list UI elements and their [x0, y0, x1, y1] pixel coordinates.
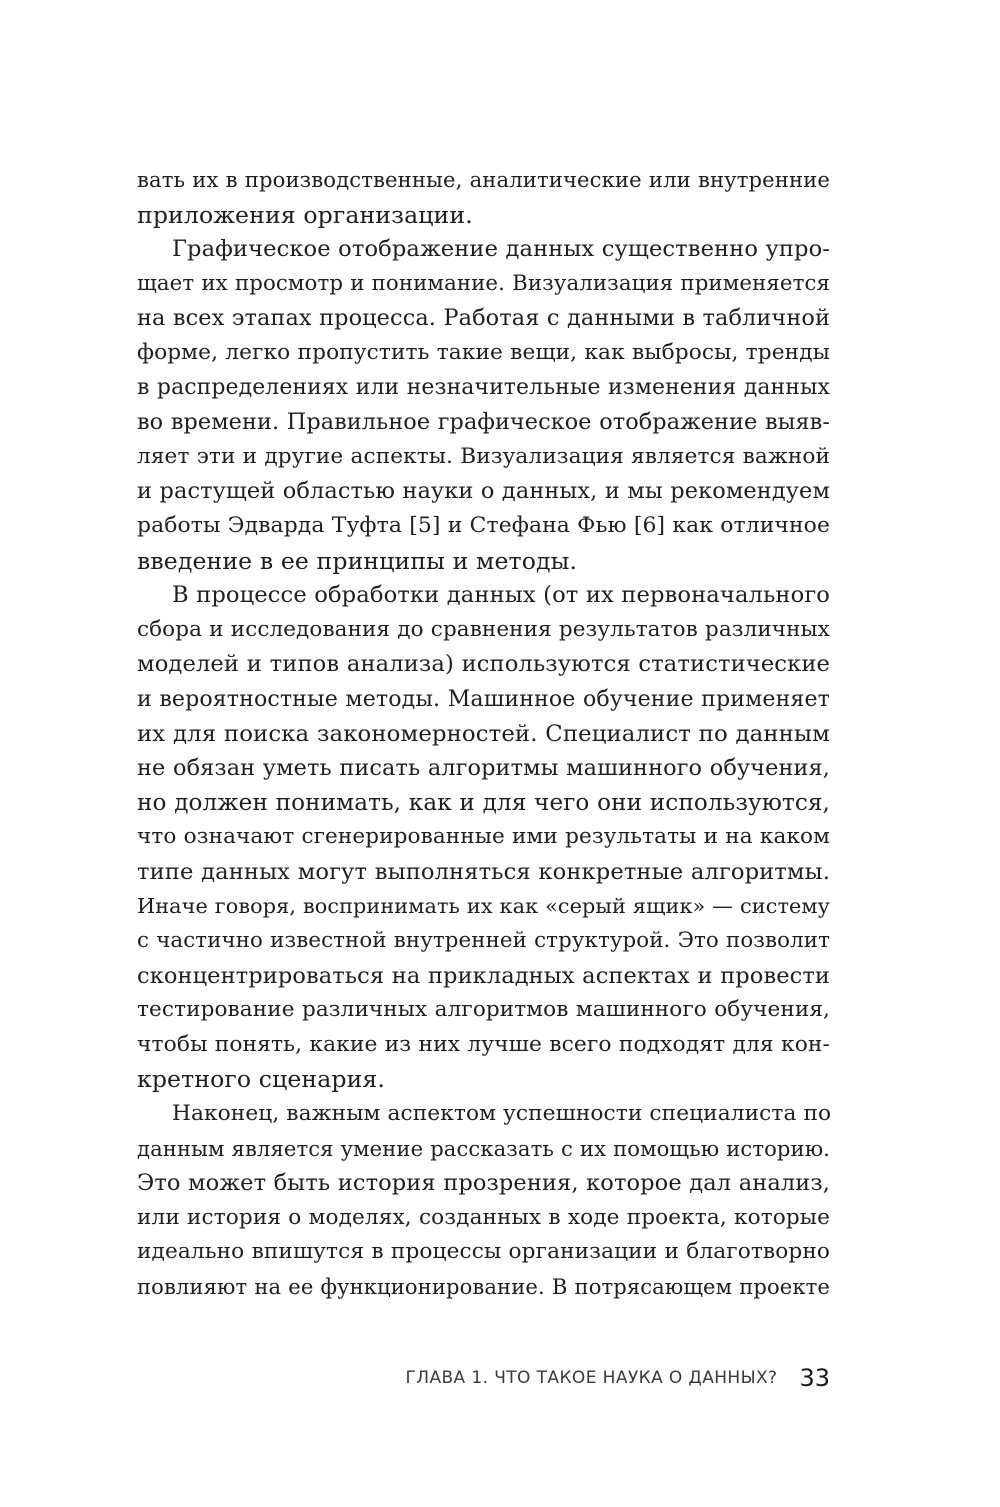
text-line: введение в ее принципы и методы. — [137, 546, 578, 575]
text-line: тестирование различных алгоритмов машинного обучения, — [137, 997, 830, 1023]
text-line: но должен понимать, как и для чего они используются, — [137, 789, 830, 816]
text-line: на всех этапах процесса. Работая с данными в табличной — [137, 305, 830, 332]
body-text — [137, 163, 830, 1305]
text-line: с частично известной внутренней структурой. Это позволит — [137, 928, 830, 954]
text-line: кретного сценария. — [137, 1065, 386, 1094]
text-line: что означают сгенерированные ими результаты и на каком — [137, 824, 830, 850]
text-line: чтобы понять, какие из них лучше всего подходят для кон- — [137, 1031, 830, 1057]
text-line: Наконец, важным аспектом успешности специалиста по — [172, 1101, 832, 1127]
running-head: ГЛАВА 1. ЧТО ТАКОЕ НАУКА О ДАННЫХ? — [405, 1368, 778, 1388]
text-line: В процессе обработки данных (от их первоначального — [172, 582, 830, 609]
text-line: щает их просмотр и понимание. Визуализация применяется — [137, 270, 830, 296]
text-line: в распределениях или незначительные изменения данных — [137, 374, 830, 400]
text-line: Иначе говоря, воспринимать их как «серый ящик» — систему — [137, 894, 830, 919]
text-line: не обязан уметь писать алгоритмы машинного обучения, — [137, 755, 830, 782]
text-line: работы Эдварда Туфта [5] и Стефана Фью [6] как отличное — [137, 512, 830, 538]
text-line: идеально впишутся в процессы организации и благотворно — [137, 1239, 830, 1265]
page-footer — [406, 1358, 830, 1398]
text-line: сбора и исследования до сравнения результатов различных — [137, 616, 830, 642]
text-line: моделей и типов анализа) используются статистические — [137, 651, 830, 678]
text-line: повлияют на ее функционирование. В потрясающем проекте — [137, 1274, 830, 1299]
paragraph — [137, 1097, 830, 1305]
text-line: и вероятностные методы. Машинное обучение применяет — [137, 685, 830, 712]
paragraph — [137, 232, 830, 578]
text-line: и растущей областью науки о данных, и мы рекомендуем — [137, 478, 830, 505]
text-line: Это может быть история прозрения, которое дал анализ, — [137, 1170, 830, 1197]
paragraph — [137, 163, 830, 232]
text-line: или история о моделях, созданных в ходе проекта, которые — [137, 1204, 830, 1230]
text-line: их для поиска закономерностей. Специалист по данным — [137, 720, 830, 747]
text-line: ляет эти и другие аспекты. Визуализация является важной — [137, 443, 830, 469]
text-line: сконцентрироваться на прикладных аспектах и провести — [137, 962, 830, 989]
text-line: данным является умение рассказать с их помощью историю. — [137, 1135, 830, 1161]
text-line: типе данных могут выполняться конкретные алгоритмы. — [137, 858, 830, 885]
text-line: форме, легко пропустить такие вещи, как выбросы, тренды — [137, 339, 830, 365]
text-line: вать их в производственные, аналитические или внутренние — [137, 167, 830, 192]
paragraph — [137, 578, 830, 1097]
text-line: Графическое отображение данных существенно упро- — [172, 236, 830, 263]
text-line: приложения организации. — [137, 200, 473, 229]
page-number: 33 — [799, 1364, 830, 1392]
text-line: во времени. Правильное графическое отображение выяв- — [137, 409, 830, 436]
